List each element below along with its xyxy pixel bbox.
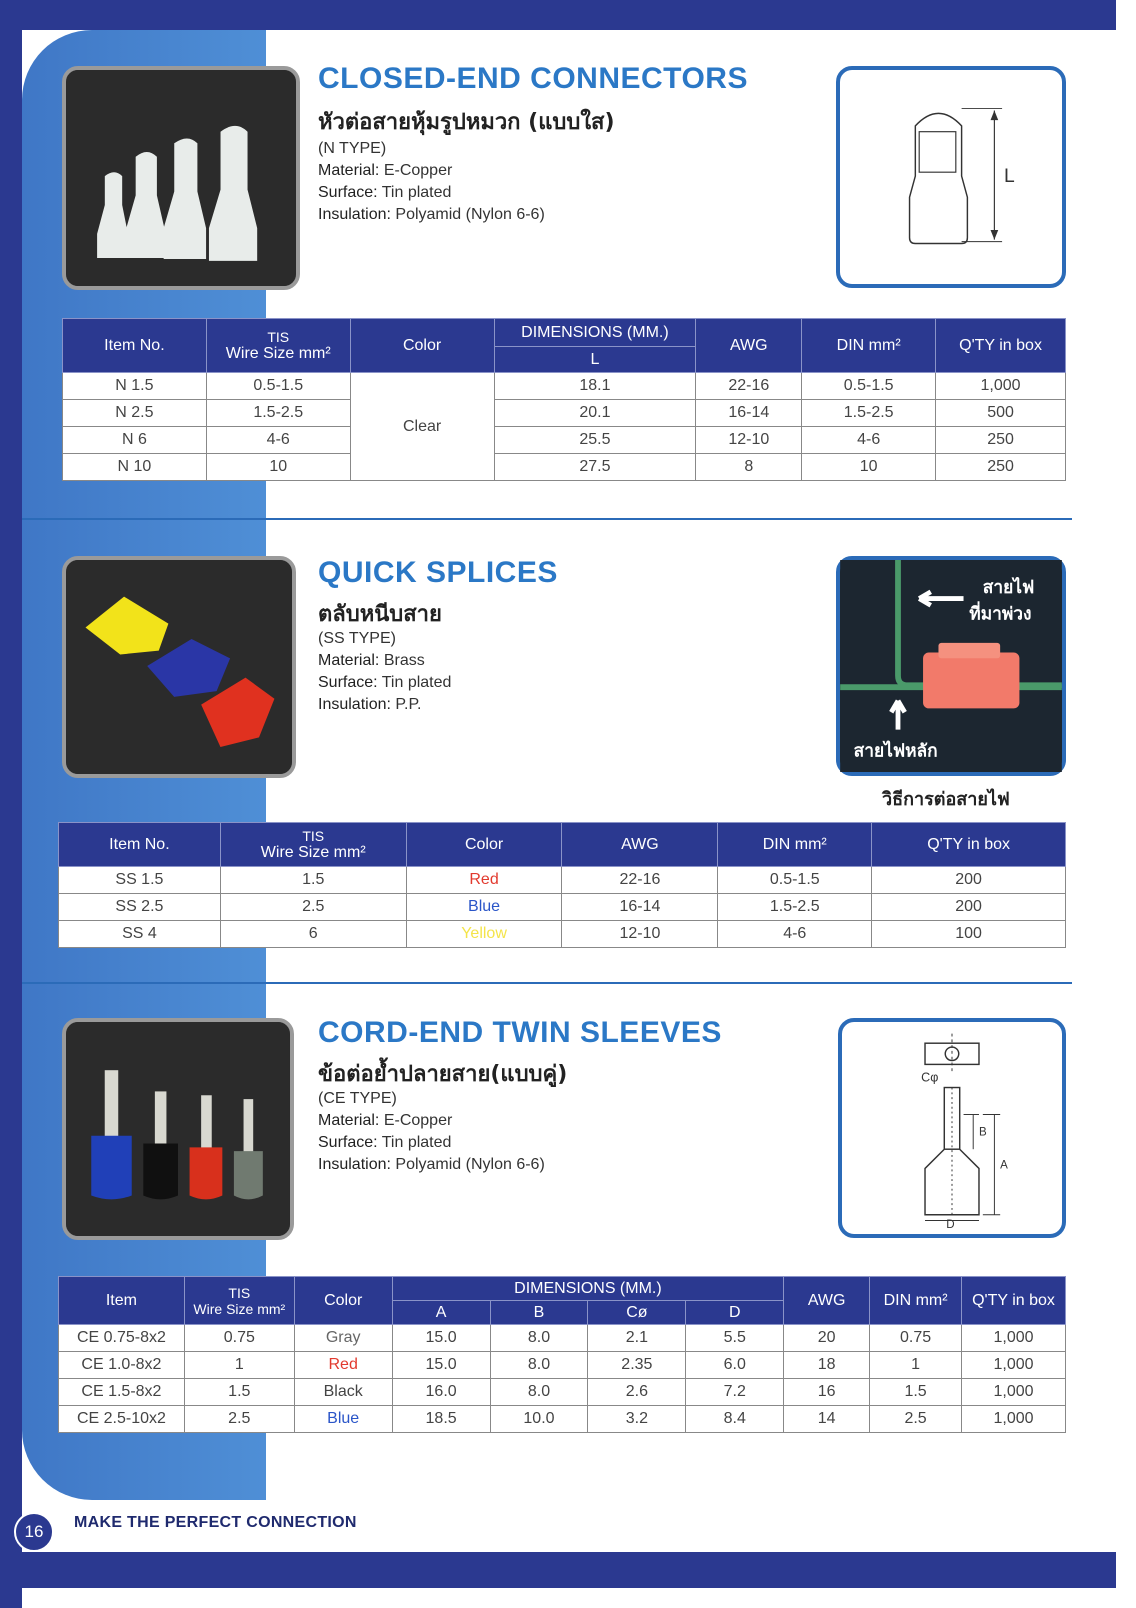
- cell-awg: 16-14: [562, 894, 718, 921]
- dimension-c-label: Cφ: [921, 1070, 939, 1085]
- branch-wire-label-2: ที่มาพ่วง: [969, 604, 1032, 625]
- cord-end-sleeves-photo: [62, 1018, 294, 1240]
- insulation-label: Insulation:: [318, 696, 391, 713]
- cell-L: 27.5: [494, 454, 696, 481]
- col-item: Item No.: [63, 319, 207, 373]
- cell-L: 25.5: [494, 427, 696, 454]
- cell-awg: 22-16: [562, 867, 718, 894]
- cell-D: 7.2: [686, 1379, 784, 1406]
- cell-awg: 12-10: [696, 427, 802, 454]
- col-dim-D: D: [686, 1301, 784, 1325]
- main-wire-label: สายไฟหลัก: [853, 741, 938, 762]
- col-color: Color: [406, 823, 562, 867]
- usage-caption: วิธีการต่อสายไฟ: [882, 789, 1010, 810]
- material-row: [318, 650, 451, 672]
- surface-row: [318, 672, 451, 694]
- material-row: [318, 160, 545, 182]
- col-din: DIN mm²: [802, 319, 936, 373]
- page-number: 16: [14, 1512, 54, 1552]
- insulation-row: [318, 1154, 545, 1176]
- table-row: [59, 1352, 1066, 1379]
- section-title: CORD-END TWIN SLEEVES: [318, 1016, 722, 1049]
- material-value: Brass: [383, 652, 425, 669]
- table-row: [63, 400, 1066, 427]
- cell-wire: 1.5: [184, 1379, 294, 1406]
- cell-qty: 250: [936, 427, 1066, 454]
- insulation-label: Insulation:: [318, 1156, 391, 1173]
- insulation-value: Polyamid (Nylon 6-6): [395, 1156, 545, 1173]
- section-subtitle-thai: ข้อต่อย้ำปลายสาย(แบบคู่): [318, 1062, 568, 1087]
- cell-B: 10.0: [490, 1406, 588, 1433]
- closed-end-connectors-photo: [62, 66, 300, 290]
- surface-label: Surface:: [318, 1134, 378, 1151]
- cell-A: 15.0: [392, 1352, 490, 1379]
- cell-din: 1: [870, 1352, 962, 1379]
- col-qty: Q'TY in box: [936, 319, 1066, 373]
- cell-D: 6.0: [686, 1352, 784, 1379]
- cell-qty: 1,000: [962, 1352, 1066, 1379]
- cell-D: 5.5: [686, 1325, 784, 1352]
- cell-item: N 1.5: [63, 373, 207, 400]
- material-label: Material:: [318, 652, 380, 669]
- cell-qty: 100: [872, 921, 1066, 948]
- cell-item: CE 1.0-8x2: [59, 1352, 185, 1379]
- insulation-row: [318, 694, 451, 716]
- section-title: QUICK SPLICES: [318, 556, 558, 589]
- col-din: DIN mm²: [870, 1277, 962, 1325]
- cell-din: 0.75: [870, 1325, 962, 1352]
- cord-end-spec-table: [58, 1276, 1066, 1433]
- col-dimensions: DIMENSIONS (MM.): [392, 1277, 784, 1301]
- cell-A: 18.5: [392, 1406, 490, 1433]
- cell-wire: 4-6: [206, 427, 350, 454]
- cell-wire: 2.5: [220, 894, 406, 921]
- col-wire-label: Wire Size mm²: [260, 843, 366, 861]
- cell-item: N 10: [63, 454, 207, 481]
- cell-din: 0.5-1.5: [802, 373, 936, 400]
- material-row: [318, 1110, 545, 1132]
- insulation-value: Polyamid (Nylon 6-6): [395, 206, 545, 223]
- type-label: (N TYPE): [318, 140, 387, 157]
- col-dim-C: Cø: [588, 1301, 686, 1325]
- col-tis: TIS: [267, 328, 290, 345]
- cell-din: 2.5: [870, 1406, 962, 1433]
- surface-row: [318, 182, 545, 204]
- section-subtitle-thai: ตลับหนีบสาย: [318, 602, 442, 627]
- cell-din: 0.5-1.5: [718, 867, 872, 894]
- spec-block: [318, 138, 545, 226]
- cell-item: CE 2.5-10x2: [59, 1406, 185, 1433]
- cell-B: 8.0: [490, 1352, 588, 1379]
- cell-qty: 1,000: [962, 1406, 1066, 1433]
- cell-awg: 8: [696, 454, 802, 481]
- cell-din: 1.5-2.5: [802, 400, 936, 427]
- section-divider: [22, 518, 1072, 520]
- table-row: [59, 1406, 1066, 1433]
- col-awg: AWG: [696, 319, 802, 373]
- col-dim-L: L: [494, 347, 696, 373]
- cell-C: 2.35: [588, 1352, 686, 1379]
- col-awg: AWG: [784, 1277, 870, 1325]
- cell-color: Clear: [350, 373, 494, 481]
- cell-A: 15.0: [392, 1325, 490, 1352]
- cell-L: 20.1: [494, 400, 696, 427]
- table-row: [63, 427, 1066, 454]
- cell-din: 1.5-2.5: [718, 894, 872, 921]
- table-row: [63, 373, 1066, 400]
- cell-color: Gray: [294, 1325, 392, 1352]
- cell-color: Red: [406, 867, 562, 894]
- cell-awg: 16-14: [696, 400, 802, 427]
- cell-awg: 12-10: [562, 921, 718, 948]
- cell-wire: 0.5-1.5: [206, 373, 350, 400]
- cell-C: 3.2: [588, 1406, 686, 1433]
- surface-label: Surface:: [318, 184, 378, 201]
- cell-qty: 250: [936, 454, 1066, 481]
- closed-end-dimension-diagram: [836, 66, 1066, 288]
- cell-D: 8.4: [686, 1406, 784, 1433]
- col-item: Item No.: [59, 823, 221, 867]
- cell-qty: 200: [872, 894, 1066, 921]
- section-title: CLOSED-END CONNECTORS: [318, 62, 748, 95]
- col-dim-A: A: [392, 1301, 490, 1325]
- dimension-a-label: A: [1000, 1159, 1008, 1172]
- cell-wire: 6: [220, 921, 406, 948]
- col-qty: Q'TY in box: [962, 1277, 1066, 1325]
- table-row: [59, 1379, 1066, 1406]
- cell-qty: 1,000: [962, 1379, 1066, 1406]
- col-wire-label: Wire Size mm²: [225, 344, 331, 362]
- col-din: DIN mm²: [718, 823, 872, 867]
- col-color: Color: [294, 1277, 392, 1325]
- cell-wire: 2.5: [184, 1406, 294, 1433]
- branch-wire-label: สายไฟ: [982, 577, 1035, 598]
- quick-splices-photo: [62, 556, 296, 778]
- cell-qty: 500: [936, 400, 1066, 427]
- cell-L: 18.1: [494, 373, 696, 400]
- cell-item: CE 0.75-8x2: [59, 1325, 185, 1352]
- cell-awg: 16: [784, 1379, 870, 1406]
- cell-color: Blue: [294, 1406, 392, 1433]
- type-label: (CE TYPE): [318, 1090, 397, 1107]
- col-color: Color: [350, 319, 494, 373]
- cell-awg: 20: [784, 1325, 870, 1352]
- table-row: [63, 454, 1066, 481]
- cell-wire: 1.5-2.5: [206, 400, 350, 427]
- cell-item: CE 1.5-8x2: [59, 1379, 185, 1406]
- cell-C: 2.6: [588, 1379, 686, 1406]
- dimension-b-label: B: [978, 1126, 987, 1139]
- material-value: E-Copper: [383, 1112, 453, 1129]
- cell-wire: 10: [206, 454, 350, 481]
- cell-color: Black: [294, 1379, 392, 1406]
- cell-awg: 18: [784, 1352, 870, 1379]
- insulation-row: [318, 204, 545, 226]
- closed-end-spec-table: [62, 318, 1066, 481]
- cell-wire: 1.5: [220, 867, 406, 894]
- col-awg: AWG: [562, 823, 718, 867]
- insulation-value: P.P.: [395, 696, 422, 713]
- col-wire-label: Wire Size mm²: [193, 1300, 286, 1317]
- cell-qty: 1,000: [962, 1325, 1066, 1352]
- section-subtitle-thai: หัวต่อสายหุ้มรูปหมวก (แบบใส): [318, 110, 615, 135]
- surface-value: Tin plated: [381, 674, 452, 691]
- table-row: [59, 867, 1066, 894]
- cell-B: 8.0: [490, 1325, 588, 1352]
- table-row: [59, 894, 1066, 921]
- cell-awg: 14: [784, 1406, 870, 1433]
- cell-din: 4-6: [718, 921, 872, 948]
- footer-tagline: MAKE THE PERFECT CONNECTION: [74, 1514, 357, 1531]
- col-qty: Q'TY in box: [872, 823, 1066, 867]
- cell-color: Red: [294, 1352, 392, 1379]
- dimension-L-label: L: [1004, 165, 1015, 187]
- top-frame-bar: [0, 0, 1116, 30]
- cell-item: N 6: [63, 427, 207, 454]
- surface-row: [318, 1132, 545, 1154]
- cell-wire: 1: [184, 1352, 294, 1379]
- cell-qty: 1,000: [936, 373, 1066, 400]
- type-label: (SS TYPE): [318, 630, 396, 647]
- insulation-label: Insulation:: [318, 206, 391, 223]
- cell-qty: 200: [872, 867, 1066, 894]
- material-value: E-Copper: [383, 162, 453, 179]
- section-divider: [22, 982, 1072, 984]
- surface-value: Tin plated: [381, 184, 452, 201]
- cell-din: 4-6: [802, 427, 936, 454]
- table-row: [59, 921, 1066, 948]
- cell-din: 10: [802, 454, 936, 481]
- left-frame-bar: [0, 0, 22, 1608]
- quick-splice-spec-table: [58, 822, 1066, 948]
- spec-block: [318, 1088, 545, 1176]
- cell-awg: 22-16: [696, 373, 802, 400]
- col-tis: TIS: [228, 1284, 251, 1301]
- col-dim-B: B: [490, 1301, 588, 1325]
- quick-splice-usage-photo: [836, 556, 1066, 776]
- cell-B: 8.0: [490, 1379, 588, 1406]
- col-item: Item: [59, 1277, 185, 1325]
- surface-value: Tin plated: [381, 1134, 452, 1151]
- cell-A: 16.0: [392, 1379, 490, 1406]
- cell-item: SS 1.5: [59, 867, 221, 894]
- cord-end-dimension-diagram: [838, 1018, 1066, 1238]
- cell-C: 2.1: [588, 1325, 686, 1352]
- cell-color: Yellow: [406, 921, 562, 948]
- table-row: [59, 1325, 1066, 1352]
- surface-label: Surface:: [318, 674, 378, 691]
- spec-block: [318, 628, 451, 716]
- cell-wire: 0.75: [184, 1325, 294, 1352]
- cell-color: Blue: [406, 894, 562, 921]
- material-label: Material:: [318, 162, 380, 179]
- cell-item: SS 2.5: [59, 894, 221, 921]
- col-wire-size: [206, 319, 350, 373]
- col-tis: TIS: [302, 827, 325, 844]
- dimension-d-label: D: [946, 1219, 955, 1232]
- col-dimensions: DIMENSIONS (MM.): [494, 319, 696, 347]
- col-wire-size: [184, 1277, 294, 1325]
- col-wire-size: [220, 823, 406, 867]
- cell-din: 1.5: [870, 1379, 962, 1406]
- bottom-frame-bar: [0, 1552, 1116, 1588]
- cell-item: SS 4: [59, 921, 221, 948]
- material-label: Material:: [318, 1112, 380, 1129]
- cell-item: N 2.5: [63, 400, 207, 427]
